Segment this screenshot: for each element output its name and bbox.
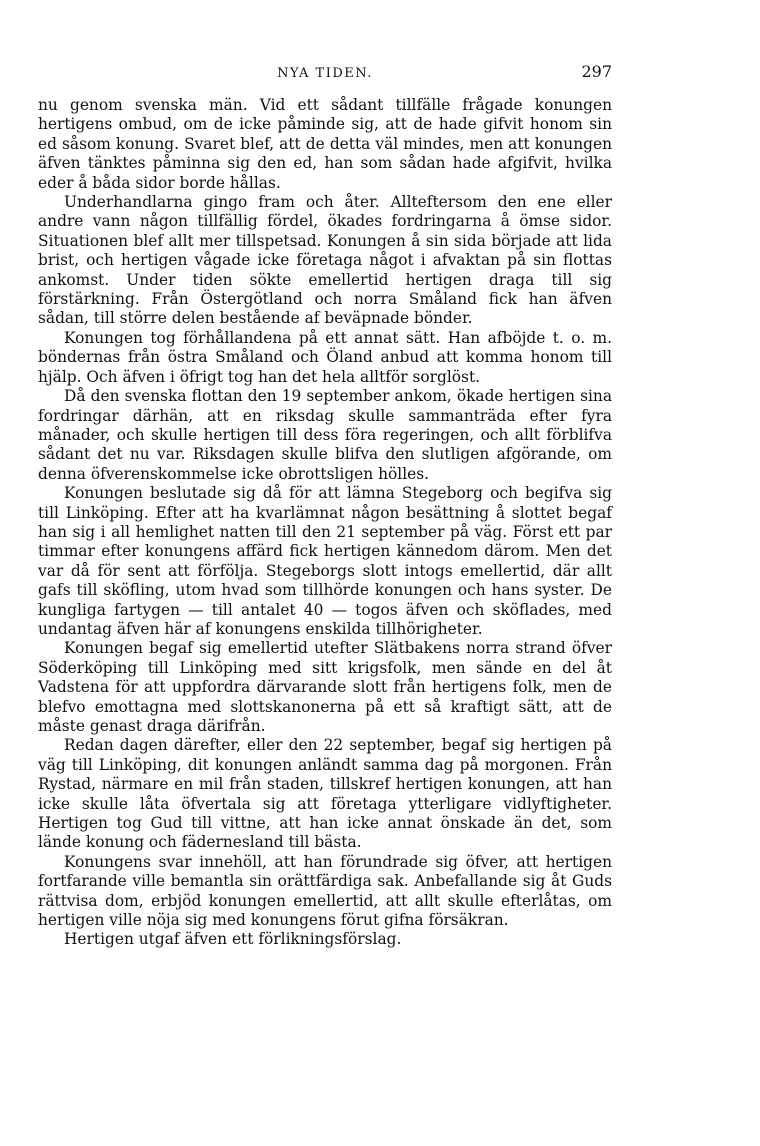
paragraph: Redan dagen därefter, eller den 22 september, begaf sig hertigen på väg till Linköping, dit konungen anländt samma dag på morgonen. Från Rystad, närmare en mil från staden, tillskref hertigen konungen, att han icke skulle låta öfvertala sig att företaga ytterligare vidlyftigheter. Hertigen tog Gud till vittne, att han icke annat önskade än det, som lände konung och fädernesland till bästa. xyxy=(38,736,612,852)
page-number: 297 xyxy=(581,62,612,81)
paragraph: nu genom svenska män. Vid ett sådant tillfälle frågade konungen hertigens ombud, om de icke påminde sig, att de hade gifvit honom sin ed såsom konung. Svaret blef, att de detta väl mindes, men att konungen äfven tänktes påminna sig den ed, han som sådan hade afgifvit, hvilka eder å båda sidor borde hållas. xyxy=(38,96,612,192)
paragraph: Konungen tog förhållandena på ett annat sätt. Han afböjde t. o. m. böndernas från östra Småland och Öland anbud att komma honom till hjälp. Och äfven i öfrigt tog han det hela alltför sorglöst. xyxy=(38,328,612,386)
paragraph: Underhandlarna gingo fram och åter. Allteftersom den ene eller andre vann någon tillfällig fördel, ökades fordringarna å ömse sidor. Situationen blef allt mer tillspetsad. Konungen å sin sida började att lida brist, och hertigen vågade icke företaga något i afvaktan på sin flottas ankomst. Under tiden sökte emellertid hertigen draga till sig förstärkning. Från Östergötland och norra Småland fick han äfven sådan, till större delen bestående af beväpnade bönder. xyxy=(38,193,612,328)
paragraph: Konungen beslutade sig då för att lämna Stegeborg och begifva sig till Linköping. Efter att ha kvarlämnat någon besättning å slottet begaf han sig i all hemlighet natten till den 21 september på väg. Först ett par timmar efter konungens affärd fick hertigen kännedom därom. Men det var då för sent att förfölja. Stegeborgs slott intogs emellertid, där allt gafs till sköfling, utom hvad som tillhörde konungen och hans syster. De kungliga fartygen — till antalet 40 — togos äfven och sköflades, med undantag äfven här af konungens enskilda tillhörigheter. xyxy=(38,484,612,638)
running-title: NYA TIDEN. xyxy=(277,66,373,81)
body-text xyxy=(38,96,612,950)
paragraph: Då den svenska flottan den 19 september ankom, ökade hertigen sina fordringar därhän, att en riksdag skulle sammanträda efter fyra månader, och skulle hertigen till dess föra regeringen, och allt förblifva sådant det nu var. Riksdagen skulle blifva den slutligen afgörande, om denna öfverenskommelse icke obrottsligen hölles. xyxy=(38,387,612,483)
paragraph: Konungen begaf sig emellertid utefter Slätbakens norra strand öfver Söderköping till Linköping med sitt krigsfolk, men sände en del åt Vadstena för att uppfordra därvarande slott från hertigens folk, men de blefvo emottagna med slottskanonerna på ett så kraftigt sätt, att de måste genast draga därifrån. xyxy=(38,639,612,735)
page-header xyxy=(38,62,612,86)
paragraph: Konungens svar innehöll, att han förundrade sig öfver, att hertigen fortfarande ville bemantla sin orättfärdiga sak. Anbefallande sig åt Guds rättvisa dom, erbjöd konungen emellertid, att allt skulle efterlåtas, om hertigen ville nöja sig med konungens förut gifna försäkran. xyxy=(38,852,612,930)
paragraph: Hertigen utgaf äfven ett förlikningsförslag. xyxy=(64,930,402,949)
